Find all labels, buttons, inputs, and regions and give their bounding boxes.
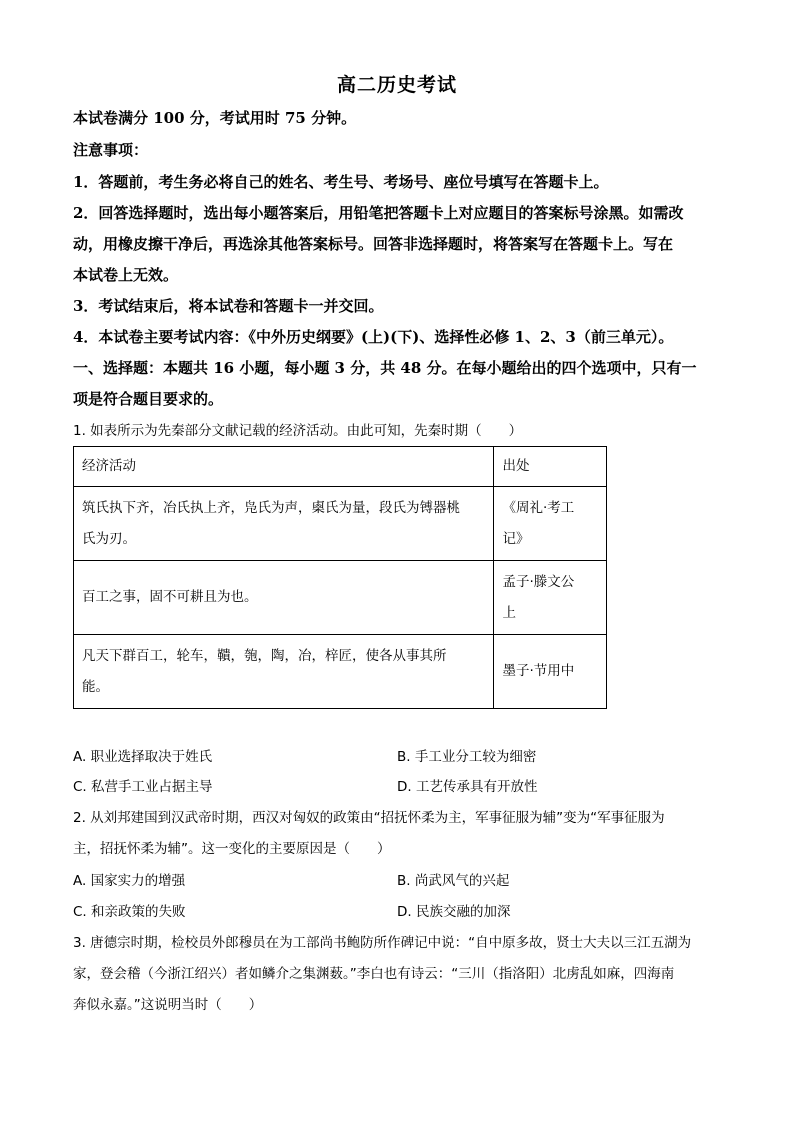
cell-text: 凡天下群百工，轮车，鞼，匏，陶，冶，梓匠，使各从事其所	[82, 647, 447, 664]
cell-text: 百工之事，固不可耕且为也。	[82, 589, 258, 605]
cell-text: 孟子·滕文公	[502, 573, 575, 590]
notice-item-1: 1．答题前，考生务必将自己的姓名、考生号、考场号、座位号填写在答题卡上。	[73, 173, 609, 191]
table-row	[74, 561, 607, 635]
table-cell-activity	[74, 561, 494, 635]
section-heading-line-1: 一、选择题：本题共 16 小题，每小题 3 分，共 48 分。在每小题给出的四个选项中，只有一	[73, 359, 697, 377]
table-header-row	[74, 447, 607, 487]
notice-item-4: 4．本试卷主要考试内容：《中外历史纲要》(上)(下)、选择性必修 1、2、3（前三单元）。	[73, 328, 674, 346]
table-cell-source	[494, 561, 607, 635]
notice-item-2-line-3: 本试卷上无效。	[73, 266, 179, 284]
question-1-option-d: D. 工艺传承具有开放性	[397, 779, 538, 795]
question-2-option-c: C. 和亲政策的失败	[73, 904, 186, 920]
question-1-table	[73, 446, 607, 709]
cell-text: 上	[502, 604, 516, 621]
cell-text: 记》	[502, 530, 530, 547]
table-cell-source	[494, 635, 607, 709]
question-2-stem-line-1: 2. 从刘邦建国到汉武帝时期，西汉对匈奴的政策由“招抚怀柔为主，军事征服为辅”变为“军事征服为	[73, 810, 665, 826]
section-heading-line-2: 项是符合题目要求的。	[73, 390, 224, 408]
table-cell-activity	[74, 635, 494, 709]
notice-item-2-line-2: 动，用橡皮擦干净后，再选涂其他答案标号。回答非选择题时，将答案写在答题卡上。写在	[73, 235, 674, 253]
notice-heading: 注意事项：	[73, 141, 149, 159]
score-line: 本试卷满分 100 分，考试用时 75 分钟。	[73, 109, 357, 127]
notice-item-2-line-1: 2．回答选择题时，选出每小题答案后，用铅笔把答题卡上对应题目的答案标号涂黑。如需改	[73, 204, 684, 222]
table-row	[74, 635, 607, 709]
cell-text: 《周礼·考工	[502, 499, 575, 516]
page-title: 高二历史考试	[336, 74, 457, 96]
cell-text: 氏为刃。	[82, 530, 136, 547]
question-1-option-a: A. 职业选择取决于姓氏	[73, 749, 213, 765]
question-1-stem: 1. 如表所示为先秦部分文献记载的经济活动。由此可知，先秦时期（ ）	[73, 423, 523, 439]
notice-item-3: 3．考试结束后，将本试卷和答题卡一并交回。	[73, 297, 384, 315]
cell-text: 筑氏执下齐，冶氏执上齐，凫氏为声，㮚氏为量，段氏为镈器桃	[82, 499, 460, 516]
question-3-stem-line-1: 3. 唐德宗时期，检校员外郎穆员在为工部尚书鲍防所作碑记中说：“自中原多故，贤士大夫以三江五湖为	[73, 935, 692, 951]
question-2-option-b: B. 尚武风气的兴起	[397, 873, 510, 889]
cell-text: 墨子·节用中	[502, 663, 575, 679]
question-1-option-c: C. 私营手工业占据主导	[73, 779, 213, 795]
question-3-stem-line-2: 家，登会稽（今浙江绍兴）者如鳞介之集渊薮。”李白也有诗云：“三川（指洛阳）北虏乱如麻，四海南	[73, 966, 675, 982]
table-row	[74, 487, 607, 561]
cell-text: 能。	[82, 678, 109, 695]
table-header-activity: 经济活动	[74, 447, 494, 487]
question-1-option-b: B. 手工业分工较为细密	[397, 749, 537, 765]
table-header-source: 出处	[494, 447, 607, 487]
question-3-stem-line-3: 奔似永嘉。”这说明当时（ ）	[73, 997, 263, 1013]
table-cell-activity	[74, 487, 494, 561]
question-2-option-d: D. 民族交融的加深	[397, 904, 511, 920]
table-cell-source	[494, 487, 607, 561]
question-2-stem-line-2: 主，招抚怀柔为辅”。这一变化的主要原因是（ ）	[73, 841, 391, 857]
question-2-option-a: A. 国家实力的增强	[73, 873, 186, 889]
